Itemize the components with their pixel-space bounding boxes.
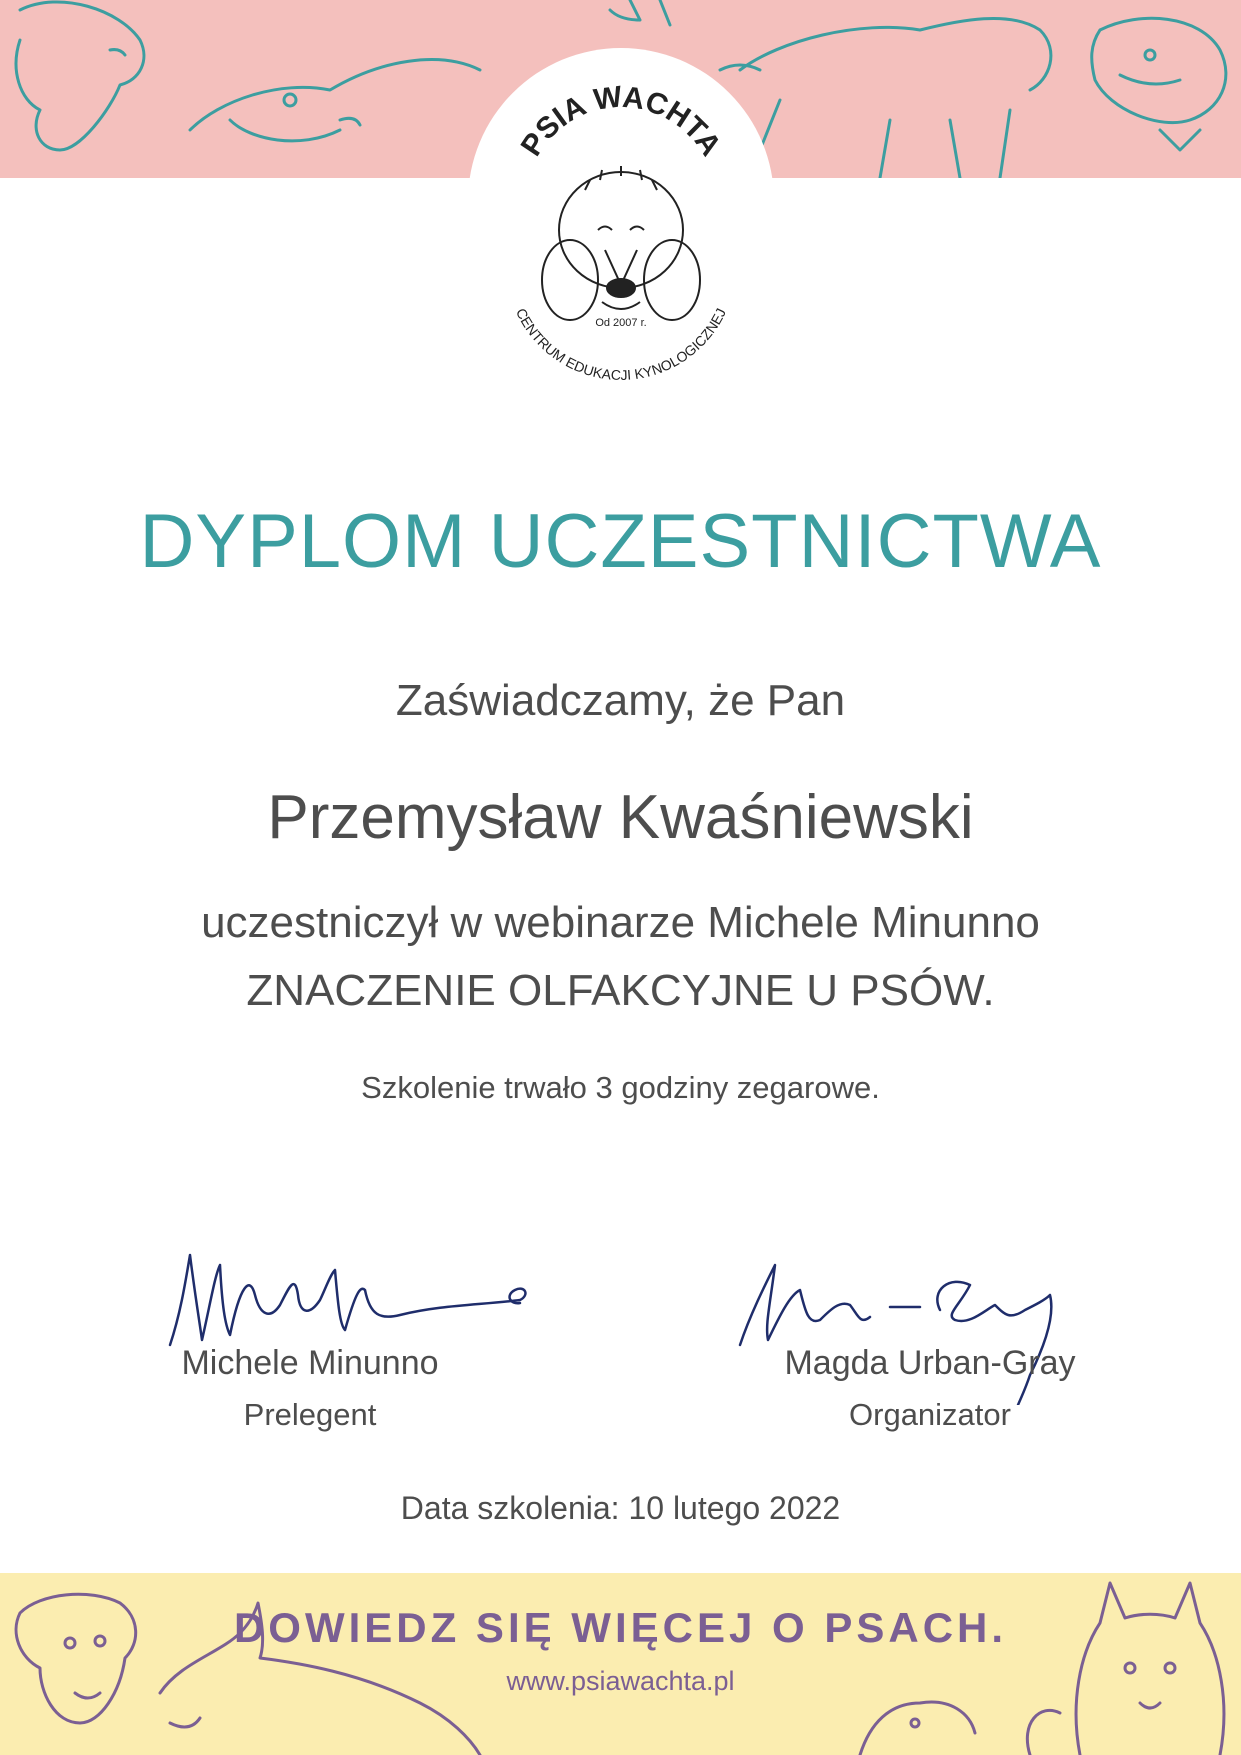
webinar-topic: ZNACZENIE OLFAKCYJNE U PSÓW.	[246, 966, 995, 1015]
certificate-title: DYPLOM UCZESTNICTWA	[139, 499, 1102, 584]
signature-role-prelegent: Prelegent	[243, 1397, 377, 1432]
footer-url: www.psiawachta.pl	[506, 1666, 735, 1696]
logo-brand-text: PSIA WACHTA	[514, 80, 728, 162]
signature-image-prelegent	[160, 1245, 530, 1355]
dog-illustrations-bottom	[0, 1573, 1241, 1755]
poodle-face-icon	[542, 166, 700, 320]
signature-name-prelegent: Michele Minunno	[181, 1344, 439, 1382]
training-duration: Szkolenie trwało 3 godziny zegarowe.	[361, 1070, 880, 1105]
training-date: Data szkolenia: 10 lutego 2022	[400, 1490, 841, 1526]
bottom-dog-illustration-band	[0, 1573, 1241, 1755]
signature-name-organizator: Magda Urban-Gray	[784, 1344, 1076, 1382]
footer-promo-text: DOWIEDZ SIĘ WIĘCEJ O PSACH.	[233, 1604, 1008, 1651]
logo-since-text: Od 2007 r.	[595, 317, 647, 329]
webinar-line: uczestniczył w webinarze Michele Minunno	[201, 898, 1040, 947]
recipient-name: Przemysław Kwaśniewski	[267, 783, 974, 852]
psia-wachta-logo	[490, 80, 752, 380]
signature-role-organizator: Organizator	[849, 1397, 1011, 1432]
logo-tagline-text: CENTRUM EDUKACJI KYNOLOGICZNEJ	[512, 305, 730, 380]
certificate-intro: Zaświadczamy, że Pan	[395, 676, 846, 725]
